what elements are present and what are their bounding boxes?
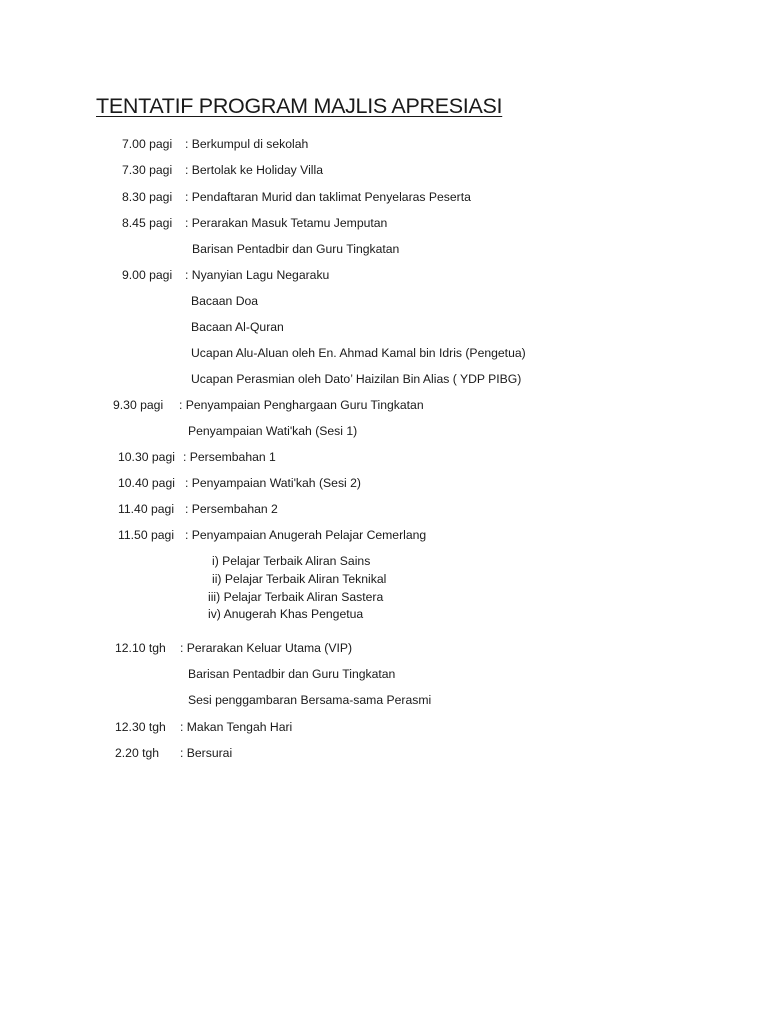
schedule-item: : Penyampaian Anugerah Pelajar Cemerlang (185, 528, 427, 542)
award-item: iii) Pelajar Terbaik Aliran Sastera (208, 590, 384, 604)
schedule-time: 11.40 pagi (118, 502, 175, 516)
schedule-time: 10.40 pagi (118, 476, 175, 490)
award-item: ii) Pelajar Terbaik Aliran Teknikal (212, 572, 387, 586)
schedule-item: Barisan Pentadbir dan Guru Tingkatan (192, 242, 400, 256)
schedule-item: : Persembahan 1 (183, 450, 276, 464)
schedule-item: Ucapan Alu-Aluan oleh En. Ahmad Kamal bin Idris (Pengetua) (191, 346, 526, 360)
schedule-item: : Persembahan 2 (185, 502, 278, 516)
schedule-time: 9.00 pagi (122, 268, 173, 282)
schedule-time: 8.30 pagi (122, 190, 173, 204)
schedule-time: 8.45 pagi (122, 216, 173, 230)
schedule-time: 11.50 pagi (118, 528, 175, 542)
schedule-time: 7.30 pagi (122, 163, 173, 177)
schedule-time: 12.10 tgh (115, 641, 166, 655)
schedule-item: : Pendaftaran Murid dan taklimat Penyelaras Peserta (185, 190, 471, 204)
schedule-item: Bacaan Al-Quran (191, 320, 284, 334)
schedule-item: Ucapan Perasmian oleh Dato’ Haizilan Bin Alias ( YDP PIBG) (191, 372, 522, 386)
schedule-item: : Penyampaian Wati'kah (Sesi 2) (185, 476, 361, 490)
schedule-item: Bacaan Doa (191, 294, 259, 308)
schedule-item: : Bersurai (180, 746, 233, 760)
schedule-time: 9.30 pagi (113, 398, 164, 412)
schedule-time: 10.30 pagi (118, 450, 175, 464)
award-item: iv) Anugerah Khas Pengetua (208, 607, 364, 621)
schedule-time: 2.20 tgh (115, 746, 160, 760)
schedule-item: : Penyampaian Penghargaan Guru Tingkatan (179, 398, 424, 412)
schedule-time: 7.00 pagi (122, 137, 173, 151)
award-item: i) Pelajar Terbaik Aliran Sains (212, 554, 371, 568)
schedule-item: : Nyanyian Lagu Negaraku (185, 268, 330, 282)
schedule-item: : Perarakan Masuk Tetamu Jemputan (185, 216, 388, 230)
schedule-item: : Bertolak ke Holiday Villa (185, 163, 323, 177)
schedule-item: : Perarakan Keluar Utama (VIP) (180, 641, 353, 655)
schedule-item: Sesi penggambaran Bersama-sama Perasmi (188, 693, 432, 707)
schedule-item: : Makan Tengah Hari (180, 720, 293, 734)
schedule-item: Penyampaian Wati'kah (Sesi 1) (188, 424, 358, 438)
schedule-item: Barisan Pentadbir dan Guru Tingkatan (188, 667, 396, 681)
schedule-time: 12.30 tgh (115, 720, 166, 734)
schedule-item: : Berkumpul di sekolah (185, 137, 309, 151)
page-title: TENTATIF PROGRAM MAJLIS APRESIASI (96, 94, 503, 118)
